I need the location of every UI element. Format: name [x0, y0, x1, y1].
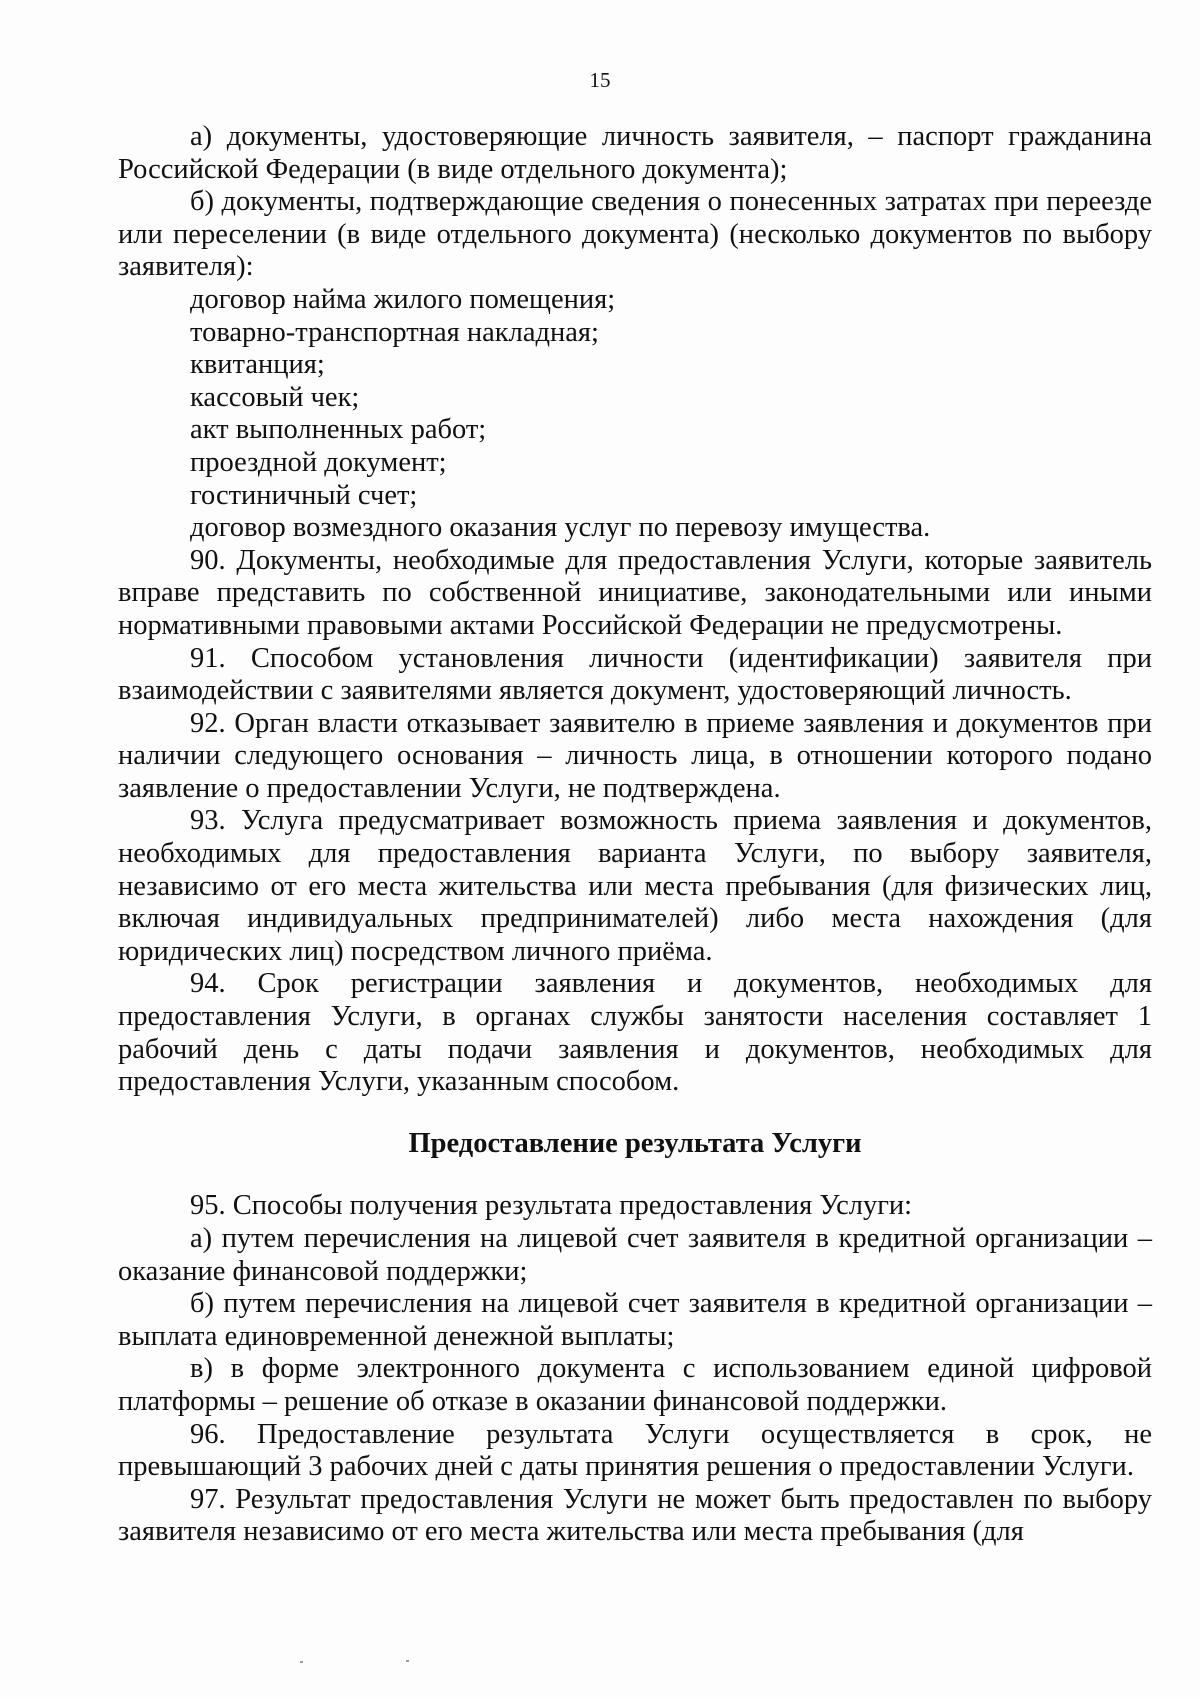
list-item: товарно-транспортная накладная;: [190, 316, 599, 348]
paragraph-92: 92. Орган власти отказывает заявителю в приеме заявления и документов при наличии следующего основания – личность лица, в отношении которого подано заявление о предоставлении Услуги, не подтверждена.: [118, 707, 1152, 804]
scan-artifact: [300, 1661, 303, 1663]
paragraph-95c: в) в форме электронного документа с использованием единой цифровой платформы – решение об отказе в оказании финансовой поддержки.: [118, 1353, 1152, 1417]
paragraph-97: 97. Результат предоставления Услуги не может быть предоставлен по выбору заявителя независимо от его места жительства или места пребывания (для: [118, 1483, 1152, 1548]
paragraph-identity-documents: а) документы, удостоверяющие личность заявителя, – паспорт гражданина Российской Федерации (в виде отдельного документа);: [118, 121, 1152, 185]
paragraph-90: 90. Документы, необходимые для предоставления Услуги, которые заявитель вправе представить по собственной инициативе, законодательными или иными нормативными правовыми актами Российской Федерации не предусмотрены.: [118, 544, 1152, 641]
list-item: акт выполненных работ;: [190, 414, 487, 446]
section-result-delivery: [118, 1099, 1152, 1549]
paragraph-93: 93. Услуга предусматривает возможность приема заявления и документов, необходимых для предоставления варианта Услуги, по выбору заявителя, независимо от его места жительства или места пребывания (для физических лиц, включая индивидуальных предпринимателей) либо места нахождения (для юридических лиц) посредством личного приёма.: [118, 805, 1152, 967]
paragraph-expense-documents: б) документы, подтверждающие сведения о понесенных затратах при переезде или переселении (в виде отдельного документа) (несколько документов по выбору заявителя):: [118, 186, 1152, 283]
document-body: [118, 121, 1152, 1549]
paragraph-95a: а) путем перечисления на лицевой счет заявителя в кредитной организации – оказание финансовой поддержки;: [118, 1223, 1152, 1287]
paragraph-95: 95. Способы получения результата предоставления Услуги:: [190, 1190, 913, 1222]
paragraph-91: 91. Способом установления личности (идентификации) заявителя при взаимодействии с заявителями является документ, удостоверяющий личность.: [118, 642, 1152, 707]
list-item: договор найма жилого помещения;: [190, 283, 616, 315]
list-item: договор возмездного оказания услуг по перевозу имущества.: [190, 512, 931, 544]
section-requirements: [118, 121, 1152, 1099]
paragraph-94: 94. Срок регистрации заявления и документов, необходимых для предоставления Услуги, в органах службы занятости населения составляет 1 рабочий день с даты подачи заявления и документов, необходимых для предоставления Услуги, указанным способом.: [118, 968, 1152, 1098]
paragraph-95b: б) путем перечисления на лицевой счет заявителя в кредитной организации – выплата единовременной денежной выплаты;: [118, 1288, 1152, 1352]
paragraph-96: 96. Предоставление результата Услуги осуществляется в срок, не превышающий 3 рабочих дней с даты принятия решения о предоставлении Услуги.: [118, 1418, 1152, 1483]
scan-artifact: [406, 1660, 409, 1662]
section-heading: Предоставление результата Услуги: [408, 1127, 862, 1159]
list-item: квитанция;: [190, 349, 325, 381]
list-item: кассовый чек;: [190, 381, 360, 413]
page-number: 15: [589, 68, 611, 92]
list-item: проездной документ;: [190, 446, 447, 478]
list-item: гостиничный счет;: [190, 479, 418, 511]
